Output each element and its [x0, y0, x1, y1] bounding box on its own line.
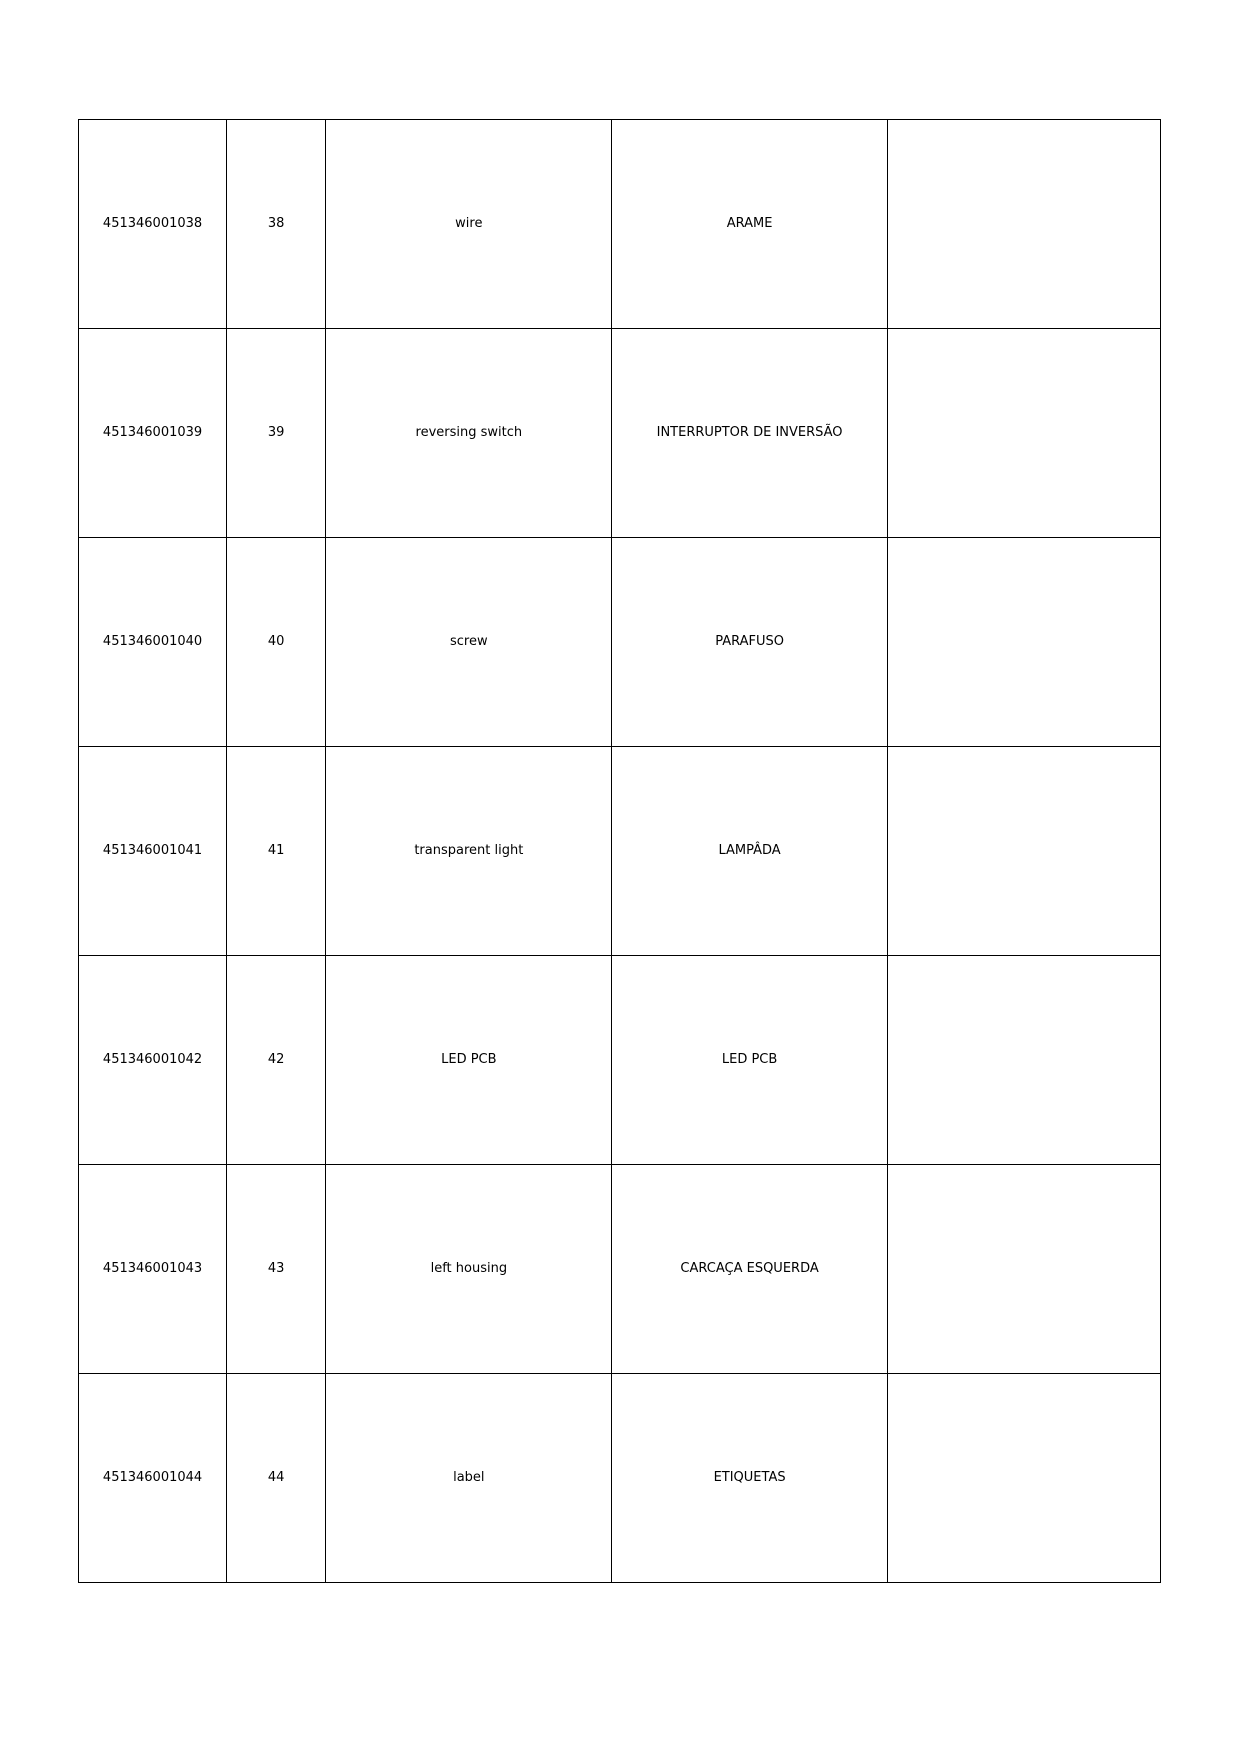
empty-cell [887, 747, 1160, 956]
description-en-cell: reversing switch [326, 329, 612, 538]
position-cell: 44 [227, 1374, 326, 1583]
part-code-cell: 451346001040 [79, 538, 227, 747]
position-cell: 41 [227, 747, 326, 956]
parts-table-body [79, 120, 1161, 1583]
part-code-cell: 451346001038 [79, 120, 227, 329]
position-cell: 42 [227, 956, 326, 1165]
description-pt-cell: PARAFUSO [612, 538, 887, 747]
part-code-cell: 451346001039 [79, 329, 227, 538]
position-cell: 39 [227, 329, 326, 538]
table-row [79, 120, 1161, 329]
description-en-cell: left housing [326, 1165, 612, 1374]
empty-cell [887, 1165, 1160, 1374]
description-en-cell: label [326, 1374, 612, 1583]
table-row [79, 956, 1161, 1165]
description-pt-cell: LAMPÂDA [612, 747, 887, 956]
empty-cell [887, 120, 1160, 329]
description-en-cell: transparent light [326, 747, 612, 956]
position-cell: 38 [227, 120, 326, 329]
empty-cell [887, 538, 1160, 747]
empty-cell [887, 1374, 1160, 1583]
table-row [79, 329, 1161, 538]
description-en-cell: wire [326, 120, 612, 329]
description-pt-cell: CARCAÇA ESQUERDA [612, 1165, 887, 1374]
empty-cell [887, 956, 1160, 1165]
position-cell: 43 [227, 1165, 326, 1374]
empty-cell [887, 329, 1160, 538]
description-pt-cell: ARAME [612, 120, 887, 329]
part-code-cell: 451346001044 [79, 1374, 227, 1583]
table-row [79, 1374, 1161, 1583]
description-pt-cell: ETIQUETAS [612, 1374, 887, 1583]
table-row [79, 747, 1161, 956]
parts-table [78, 119, 1161, 1583]
description-pt-cell: INTERRUPTOR DE INVERSÃO [612, 329, 887, 538]
description-en-cell: LED PCB [326, 956, 612, 1165]
table-row [79, 538, 1161, 747]
description-en-cell: screw [326, 538, 612, 747]
part-code-cell: 451346001043 [79, 1165, 227, 1374]
table-row [79, 1165, 1161, 1374]
part-code-cell: 451346001041 [79, 747, 227, 956]
position-cell: 40 [227, 538, 326, 747]
description-pt-cell: LED PCB [612, 956, 887, 1165]
part-code-cell: 451346001042 [79, 956, 227, 1165]
